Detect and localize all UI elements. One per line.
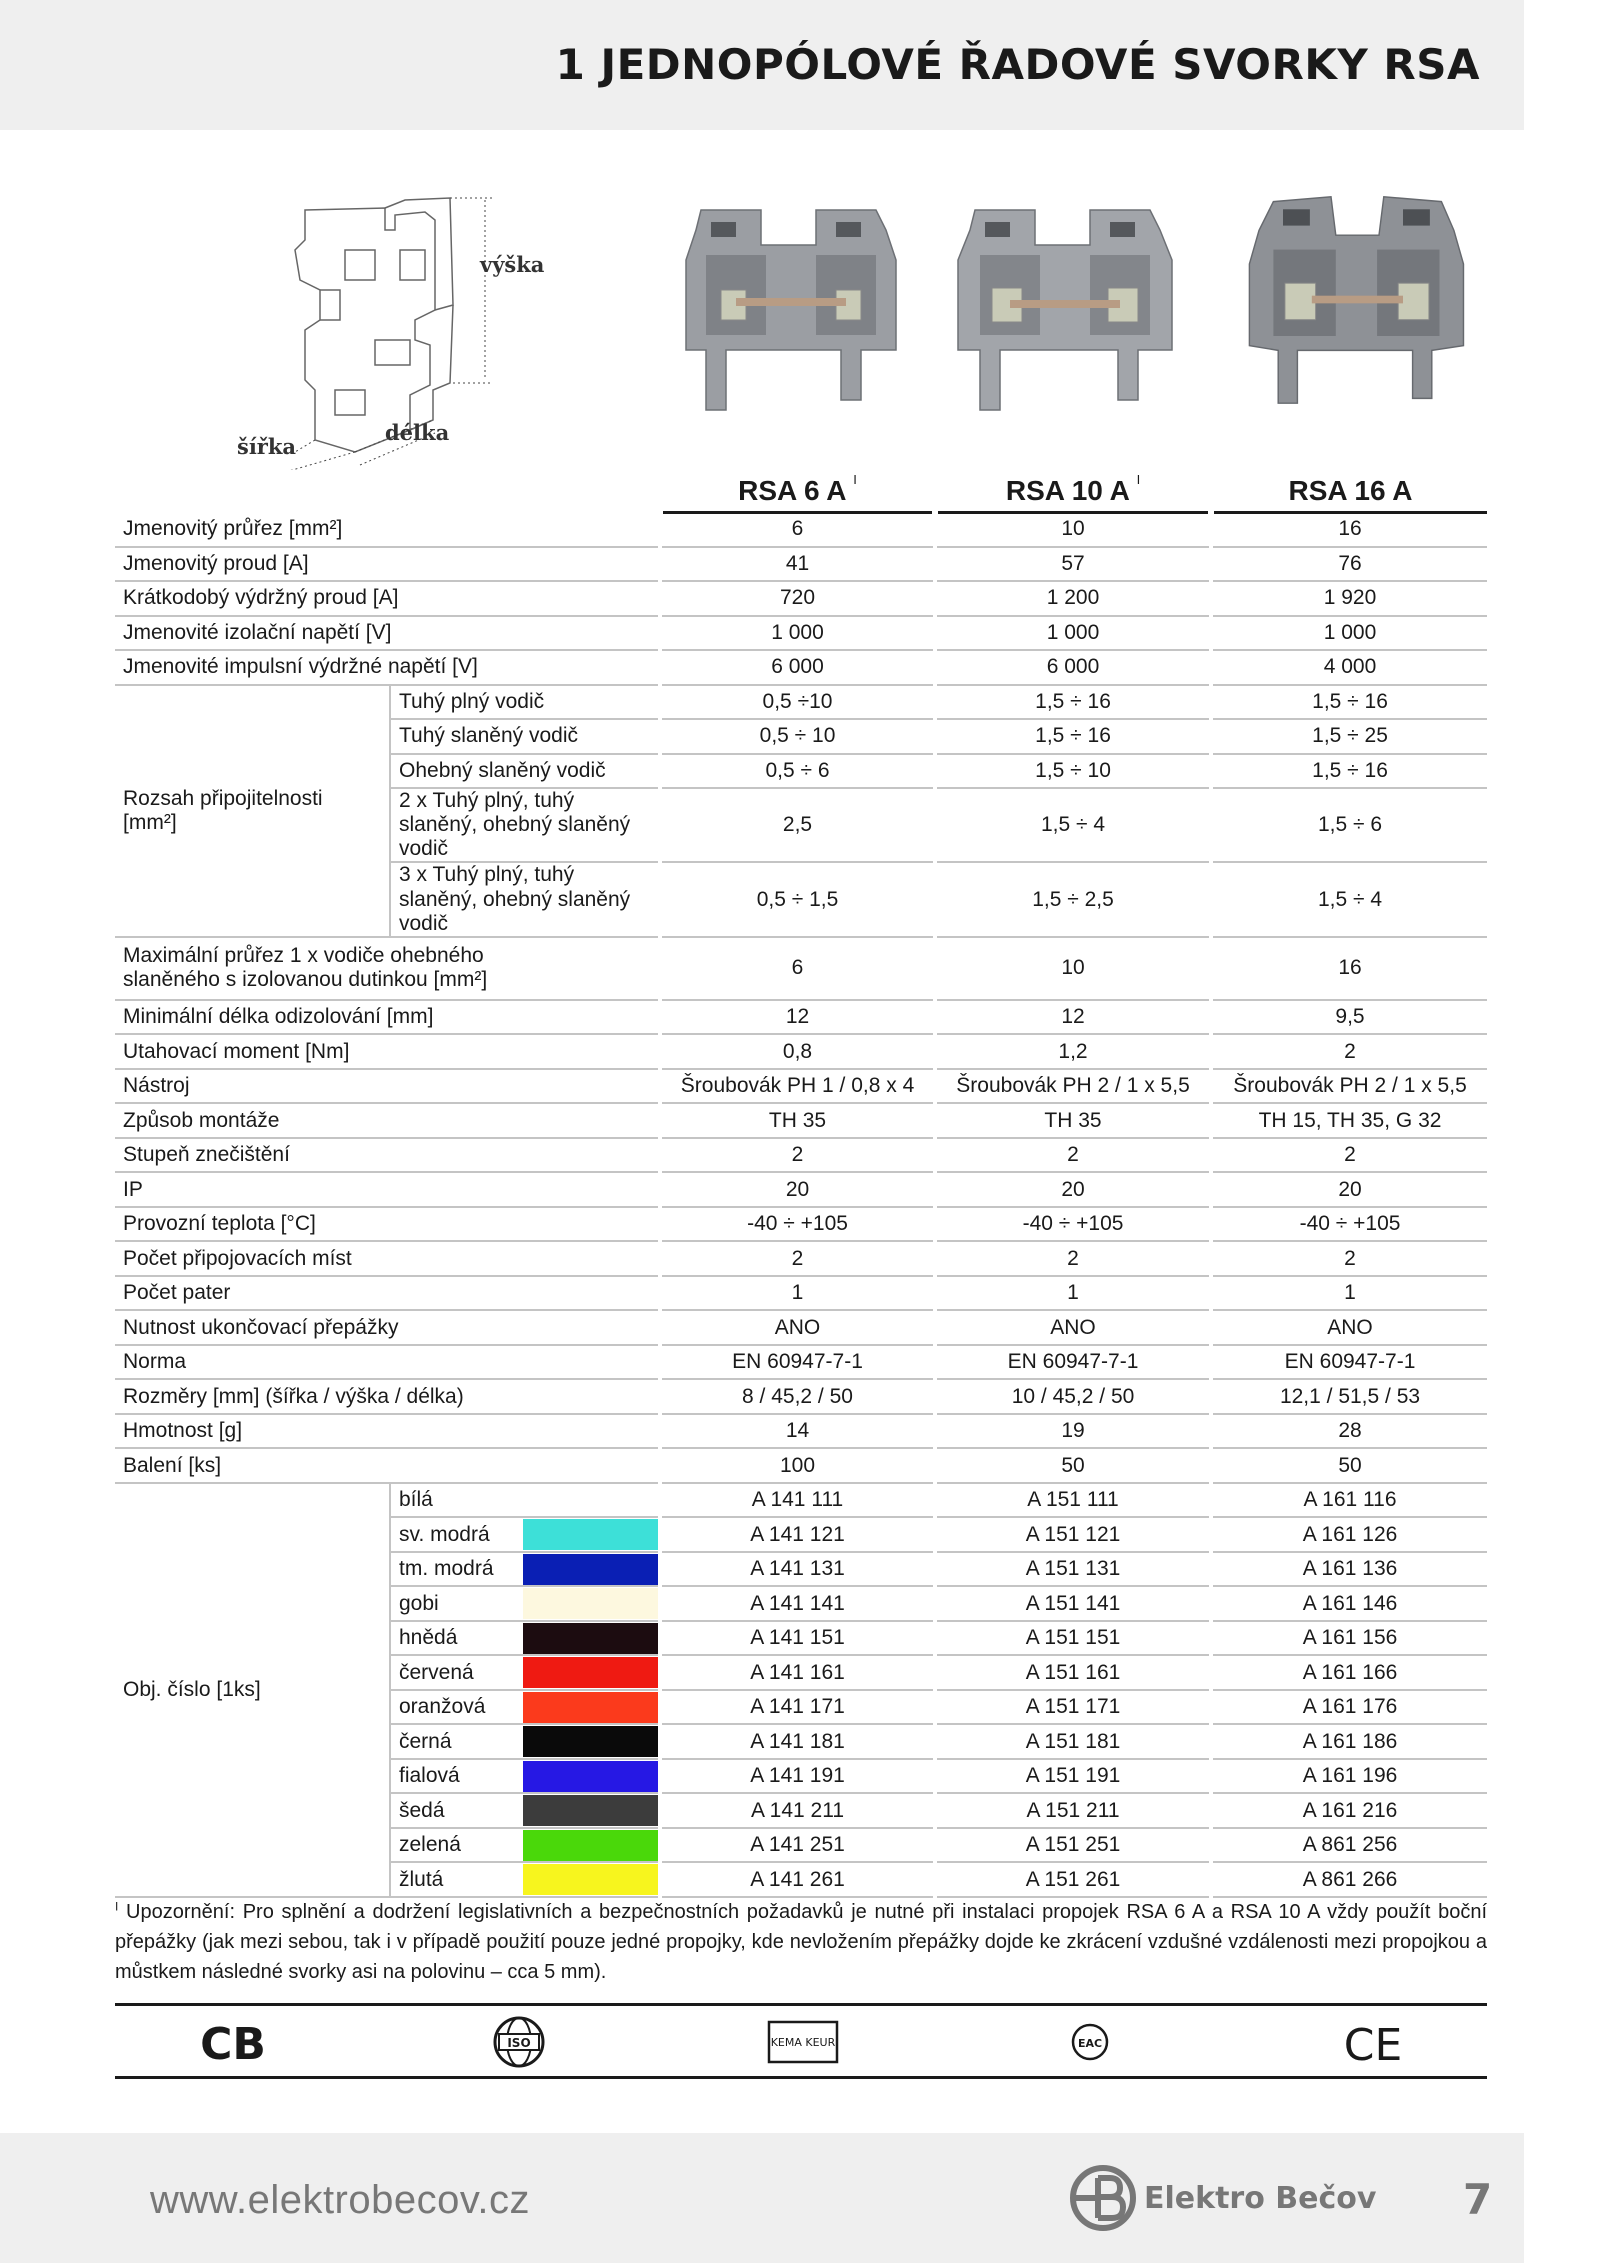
page-title: 1 JEDNOPÓLOVÉ ŘADOVÉ SVORKY RSA xyxy=(555,40,1480,89)
color-swatch xyxy=(523,1726,658,1757)
spec-row xyxy=(115,1138,1487,1173)
order-number: A 141 141 xyxy=(660,1586,935,1621)
row-label: IP xyxy=(115,1172,660,1207)
cb-icon xyxy=(193,2014,273,2070)
dimension-drawing xyxy=(235,190,565,470)
kema-keur-icon xyxy=(763,2014,843,2070)
spec-row xyxy=(115,1034,1487,1069)
cell-value: 50 xyxy=(1211,1448,1487,1483)
spec-row xyxy=(115,1448,1487,1483)
spec-row xyxy=(115,547,1487,582)
spec-row xyxy=(115,685,1487,720)
row-label: Nástroj xyxy=(115,1069,660,1104)
row-label: Počet pater xyxy=(115,1276,660,1311)
color-swatch-cell xyxy=(523,1724,660,1759)
order-number: A 141 111 xyxy=(660,1483,935,1518)
color-name: bílá xyxy=(390,1483,523,1518)
spec-row xyxy=(115,1345,1487,1380)
cell-value: 1,5 ÷ 2,5 xyxy=(935,862,1211,936)
color-swatch xyxy=(523,1864,658,1895)
product-header: RSA 16 A xyxy=(1211,472,1487,512)
order-number: A 161 166 xyxy=(1211,1655,1487,1690)
order-number: A 151 111 xyxy=(935,1483,1211,1518)
order-number: A 151 121 xyxy=(935,1517,1211,1552)
color-swatch-cell xyxy=(523,1793,660,1828)
cell-value: 1,5 ÷ 10 xyxy=(935,754,1211,789)
page-number: 7 xyxy=(1463,2175,1493,2224)
brand-logo xyxy=(1068,2158,1398,2238)
order-number: A 161 176 xyxy=(1211,1690,1487,1725)
cell-value: 2 xyxy=(935,1241,1211,1276)
color-swatch-cell xyxy=(523,1828,660,1863)
order-number: A 161 216 xyxy=(1211,1793,1487,1828)
color-swatch-cell xyxy=(523,1586,660,1621)
color-swatch-cell xyxy=(523,1552,660,1587)
color-name: černá xyxy=(390,1724,523,1759)
cell-value: 1 000 xyxy=(935,616,1211,651)
order-number: A 141 251 xyxy=(660,1828,935,1863)
cell-value: 8 / 45,2 / 50 xyxy=(660,1379,935,1414)
color-swatch xyxy=(523,1485,658,1516)
cell-value: 0,5 ÷ 1,5 xyxy=(660,862,935,936)
order-number: A 151 251 xyxy=(935,1828,1211,1863)
svg-text:ISO: ISO xyxy=(507,2036,531,2050)
cell-value: 1 920 xyxy=(1211,581,1487,616)
color-name: tm. modrá xyxy=(390,1552,523,1587)
cell-value: Šroubovák PH 2 / 1 x 5,5 xyxy=(935,1069,1211,1104)
color-swatch-cell xyxy=(523,1759,660,1794)
cell-value: 41 xyxy=(660,547,935,582)
spec-row xyxy=(115,650,1487,685)
cell-value: 2 xyxy=(1211,1241,1487,1276)
order-number: A 141 171 xyxy=(660,1690,935,1725)
cell-value: 2 xyxy=(935,1138,1211,1173)
cell-value: 6 000 xyxy=(935,650,1211,685)
cell-value: 16 xyxy=(1211,937,1487,1000)
product-header: RSA 10 A $^I$ xyxy=(935,472,1211,512)
cell-value: 1 000 xyxy=(660,616,935,651)
cell-value: -40 ÷ +105 xyxy=(1211,1207,1487,1242)
row-label: Minimální délka odizolování [mm] xyxy=(115,1000,660,1035)
product-photo-rsa-6 xyxy=(676,200,906,440)
cell-value: 1,2 xyxy=(935,1034,1211,1069)
cell-value: 2 xyxy=(660,1138,935,1173)
order-number: A 141 151 xyxy=(660,1621,935,1656)
cell-value: 50 xyxy=(935,1448,1211,1483)
cell-value: 9,5 xyxy=(1211,1000,1487,1035)
cell-value: EN 60947-7-1 xyxy=(935,1345,1211,1380)
cell-value: TH 35 xyxy=(935,1103,1211,1138)
color-swatch-cell xyxy=(523,1690,660,1725)
cell-value: 20 xyxy=(660,1172,935,1207)
cell-value: 1,5 ÷ 25 xyxy=(1211,719,1487,754)
color-name: oranžová xyxy=(390,1690,523,1725)
color-name: žlutá xyxy=(390,1862,523,1897)
cell-value: 6 xyxy=(660,937,935,1000)
cell-value: -40 ÷ +105 xyxy=(660,1207,935,1242)
row-label: Jmenovité impulsní výdržné napětí [V] xyxy=(115,650,660,685)
row-label: Počet připojovacích míst xyxy=(115,1241,660,1276)
order-number: A 161 196 xyxy=(1211,1759,1487,1794)
order-number: A 161 146 xyxy=(1211,1586,1487,1621)
row-label: Rozměry [mm] (šířka / výška / délka) xyxy=(115,1379,660,1414)
brand-name: Elektro Bečov xyxy=(1144,2180,1377,2216)
row-label: Hmotnost [g] xyxy=(115,1414,660,1449)
color-swatch-cell xyxy=(523,1862,660,1897)
order-number: A 161 136 xyxy=(1211,1552,1487,1587)
cell-value: 1,5 ÷ 4 xyxy=(935,788,1211,862)
row-label: Nutnost ukončovací přepážky xyxy=(115,1310,660,1345)
cell-value: 720 xyxy=(660,581,935,616)
row-label: Stupeň znečištění xyxy=(115,1138,660,1173)
label-width: šířka xyxy=(237,434,297,459)
order-number: A 161 126 xyxy=(1211,1517,1487,1552)
cell-value: 6 xyxy=(660,512,935,547)
svg-text:CB: CB xyxy=(200,2019,266,2067)
color-swatch xyxy=(523,1623,658,1654)
cell-value: EN 60947-7-1 xyxy=(1211,1345,1487,1380)
row-label: Jmenovitý průřez [mm²] xyxy=(115,512,660,547)
order-row xyxy=(115,1483,1487,1518)
cell-value: 19 xyxy=(935,1414,1211,1449)
spec-row xyxy=(115,1172,1487,1207)
order-number: A 141 181 xyxy=(660,1724,935,1759)
order-number: A 151 261 xyxy=(935,1862,1211,1897)
cell-value: 20 xyxy=(1211,1172,1487,1207)
cell-value: 10 xyxy=(935,512,1211,547)
color-swatch xyxy=(523,1761,658,1792)
order-number: A 151 211 xyxy=(935,1793,1211,1828)
cell-value: 100 xyxy=(660,1448,935,1483)
spec-row xyxy=(115,616,1487,651)
sub-label: Tuhý plný vodič xyxy=(390,685,660,720)
order-number: A 161 186 xyxy=(1211,1724,1487,1759)
spec-row xyxy=(115,512,1487,547)
order-number: A 151 141 xyxy=(935,1586,1211,1621)
ce-icon xyxy=(1333,2014,1413,2070)
sub-label: Ohebný slaněný vodič xyxy=(390,754,660,789)
order-number: A 141 191 xyxy=(660,1759,935,1794)
cell-value: 0,5 ÷ 10 xyxy=(660,719,935,754)
cell-value: 1,5 ÷ 4 xyxy=(1211,862,1487,936)
cell-value: 2 xyxy=(1211,1034,1487,1069)
spec-row xyxy=(115,1069,1487,1104)
svg-text:EAC: EAC xyxy=(1077,2037,1103,2050)
cell-value: 1,5 ÷ 16 xyxy=(1211,685,1487,720)
cell-value: ANO xyxy=(660,1310,935,1345)
spec-table xyxy=(115,472,1487,1898)
cell-value: 76 xyxy=(1211,547,1487,582)
cell-value: 16 xyxy=(1211,512,1487,547)
cell-value: 1 200 xyxy=(935,581,1211,616)
color-swatch xyxy=(523,1519,658,1550)
color-swatch-cell xyxy=(523,1655,660,1690)
order-number: A 161 116 xyxy=(1211,1483,1487,1518)
cell-value: 10 xyxy=(935,937,1211,1000)
cell-value: 1,5 ÷ 16 xyxy=(935,685,1211,720)
footnote xyxy=(115,1897,1487,1987)
cell-value: Šroubovák PH 1 / 0,8 x 4 xyxy=(660,1069,935,1104)
cell-value: -40 ÷ +105 xyxy=(935,1207,1211,1242)
color-swatch xyxy=(523,1795,658,1826)
order-number: A 141 161 xyxy=(660,1655,935,1690)
color-name: sv. modrá xyxy=(390,1517,523,1552)
color-name: červená xyxy=(390,1655,523,1690)
color-name: gobi xyxy=(390,1586,523,1621)
color-swatch xyxy=(523,1657,658,1688)
row-label: Utahovací moment [Nm] xyxy=(115,1034,660,1069)
spec-row xyxy=(115,937,1487,1000)
group-label-order: Obj. číslo [1ks] xyxy=(115,1483,390,1897)
spec-row xyxy=(115,1241,1487,1276)
elektro-becov-logo-icon xyxy=(1068,2163,1138,2233)
spec-row xyxy=(115,1310,1487,1345)
color-swatch-cell xyxy=(523,1621,660,1656)
cell-value: 1 xyxy=(935,1276,1211,1311)
cell-value: 0,5 ÷10 xyxy=(660,685,935,720)
color-swatch xyxy=(523,1830,658,1861)
order-number: A 161 156 xyxy=(1211,1621,1487,1656)
group-label-range: Rozsah připojitelnosti [mm²] xyxy=(115,685,390,937)
product-header-row xyxy=(115,472,1487,512)
spec-row xyxy=(115,1103,1487,1138)
footer-url-link[interactable]: www.elektrobecov.cz xyxy=(150,2178,531,2222)
sub-label: 2 x Tuhý plný, tuhý slaněný, ohebný slaněný vodič xyxy=(390,788,660,862)
iso-icon xyxy=(479,2014,559,2070)
color-name: zelená xyxy=(390,1828,523,1863)
cell-value: 1,5 ÷ 16 xyxy=(935,719,1211,754)
cell-value: 2,5 xyxy=(660,788,935,862)
order-number: A 141 261 xyxy=(660,1862,935,1897)
cell-value: 1,5 ÷ 6 xyxy=(1211,788,1487,862)
spec-row xyxy=(115,1000,1487,1035)
row-label: Jmenovité izolační napětí [V] xyxy=(115,616,660,651)
cell-value: ANO xyxy=(1211,1310,1487,1345)
label-length: délka xyxy=(385,420,450,445)
order-number: A 151 161 xyxy=(935,1655,1211,1690)
product-header: RSA 6 A $^I$ xyxy=(660,472,935,512)
color-name: šedá xyxy=(390,1793,523,1828)
cell-value: 12 xyxy=(935,1000,1211,1035)
row-label: Provozní teplota [°C] xyxy=(115,1207,660,1242)
order-number: A 141 121 xyxy=(660,1517,935,1552)
cell-value: 0,5 ÷ 6 xyxy=(660,754,935,789)
order-number: A 151 151 xyxy=(935,1621,1211,1656)
row-label: Balení [ks] xyxy=(115,1448,660,1483)
row-label: Krátkodobý výdržný proud [A] xyxy=(115,581,660,616)
order-number: A 861 266 xyxy=(1211,1862,1487,1897)
cell-value: ANO xyxy=(935,1310,1211,1345)
sub-label: 3 x Tuhý plný, tuhý slaněný, ohebný slaněný vodič xyxy=(390,862,660,936)
color-swatch-cell xyxy=(523,1483,660,1518)
cell-value: 12 xyxy=(660,1000,935,1035)
cell-value: EN 60947-7-1 xyxy=(660,1345,935,1380)
cell-value: 1 xyxy=(660,1276,935,1311)
cell-value: 1 000 xyxy=(1211,616,1487,651)
color-swatch xyxy=(523,1692,658,1723)
cell-value: 1,5 ÷ 16 xyxy=(1211,754,1487,789)
certification-row xyxy=(115,2003,1487,2079)
product-photo-rsa-10 xyxy=(950,200,1180,440)
spec-row xyxy=(115,1379,1487,1414)
cell-value: 6 000 xyxy=(660,650,935,685)
order-number: A 151 171 xyxy=(935,1690,1211,1725)
row-label: Způsob montáže xyxy=(115,1103,660,1138)
cell-value: 1 xyxy=(1211,1276,1487,1311)
product-photo-rsa-16 xyxy=(1240,192,1470,432)
cell-value: 2 xyxy=(1211,1138,1487,1173)
cell-value: Šroubovák PH 2 / 1 x 5,5 xyxy=(1211,1069,1487,1104)
row-label: Norma xyxy=(115,1345,660,1380)
cell-value: 2 xyxy=(660,1241,935,1276)
footnote-text: Upozornění: Pro splnění a dodržení legislativních a bezpečnostních požadavků je nutné při instalaci propojek RSA 6 A a RSA 10 A vždy použít boční přepážky (jak mezi sebou, tak i v případě použití pouze jedné propojky, kde nevložením přepážky dojde ke zkrácení vzdušné vzdálenosti mezi propojkou a můstkem následné svorky asi na polovinu – cca 5 mm). xyxy=(115,1901,1488,1983)
cell-value: TH 15, TH 35, G 32 xyxy=(1211,1103,1487,1138)
svg-text:KEMA KEUR: KEMA KEUR xyxy=(770,2036,836,2049)
cell-value: 57 xyxy=(935,547,1211,582)
order-number: A 151 181 xyxy=(935,1724,1211,1759)
order-number: A 151 191 xyxy=(935,1759,1211,1794)
order-number: A 141 131 xyxy=(660,1552,935,1587)
sub-label: Tuhý slaněný vodič xyxy=(390,719,660,754)
color-swatch-cell xyxy=(523,1517,660,1552)
cell-value: 4 000 xyxy=(1211,650,1487,685)
color-swatch xyxy=(523,1554,658,1585)
cell-value: 20 xyxy=(935,1172,1211,1207)
spec-row xyxy=(115,1207,1487,1242)
cell-value: 10 / 45,2 / 50 xyxy=(935,1379,1211,1414)
row-label: Jmenovitý proud [A] xyxy=(115,547,660,582)
cell-value: 14 xyxy=(660,1414,935,1449)
eac-icon xyxy=(1050,2014,1130,2070)
row-label: Maximální průřez 1 x vodiče ohebného slaněného s izolovanou dutinkou [mm²] xyxy=(115,937,660,1000)
footnote-mark: I xyxy=(115,1899,119,1914)
label-height: výška xyxy=(480,252,545,277)
color-swatch xyxy=(523,1588,658,1619)
spec-row xyxy=(115,1414,1487,1449)
cell-value: 12,1 / 51,5 / 53 xyxy=(1211,1379,1487,1414)
cell-value: TH 35 xyxy=(660,1103,935,1138)
order-number: A 861 256 xyxy=(1211,1828,1487,1863)
order-number: A 141 211 xyxy=(660,1793,935,1828)
order-number: A 151 131 xyxy=(935,1552,1211,1587)
cell-value: 0,8 xyxy=(660,1034,935,1069)
svg-text:CE: CE xyxy=(1343,2020,1403,2067)
spec-row xyxy=(115,1276,1487,1311)
header-blank xyxy=(115,472,660,512)
cell-value: 28 xyxy=(1211,1414,1487,1449)
color-name: hnědá xyxy=(390,1621,523,1656)
spec-row xyxy=(115,581,1487,616)
color-name: fialová xyxy=(390,1759,523,1794)
